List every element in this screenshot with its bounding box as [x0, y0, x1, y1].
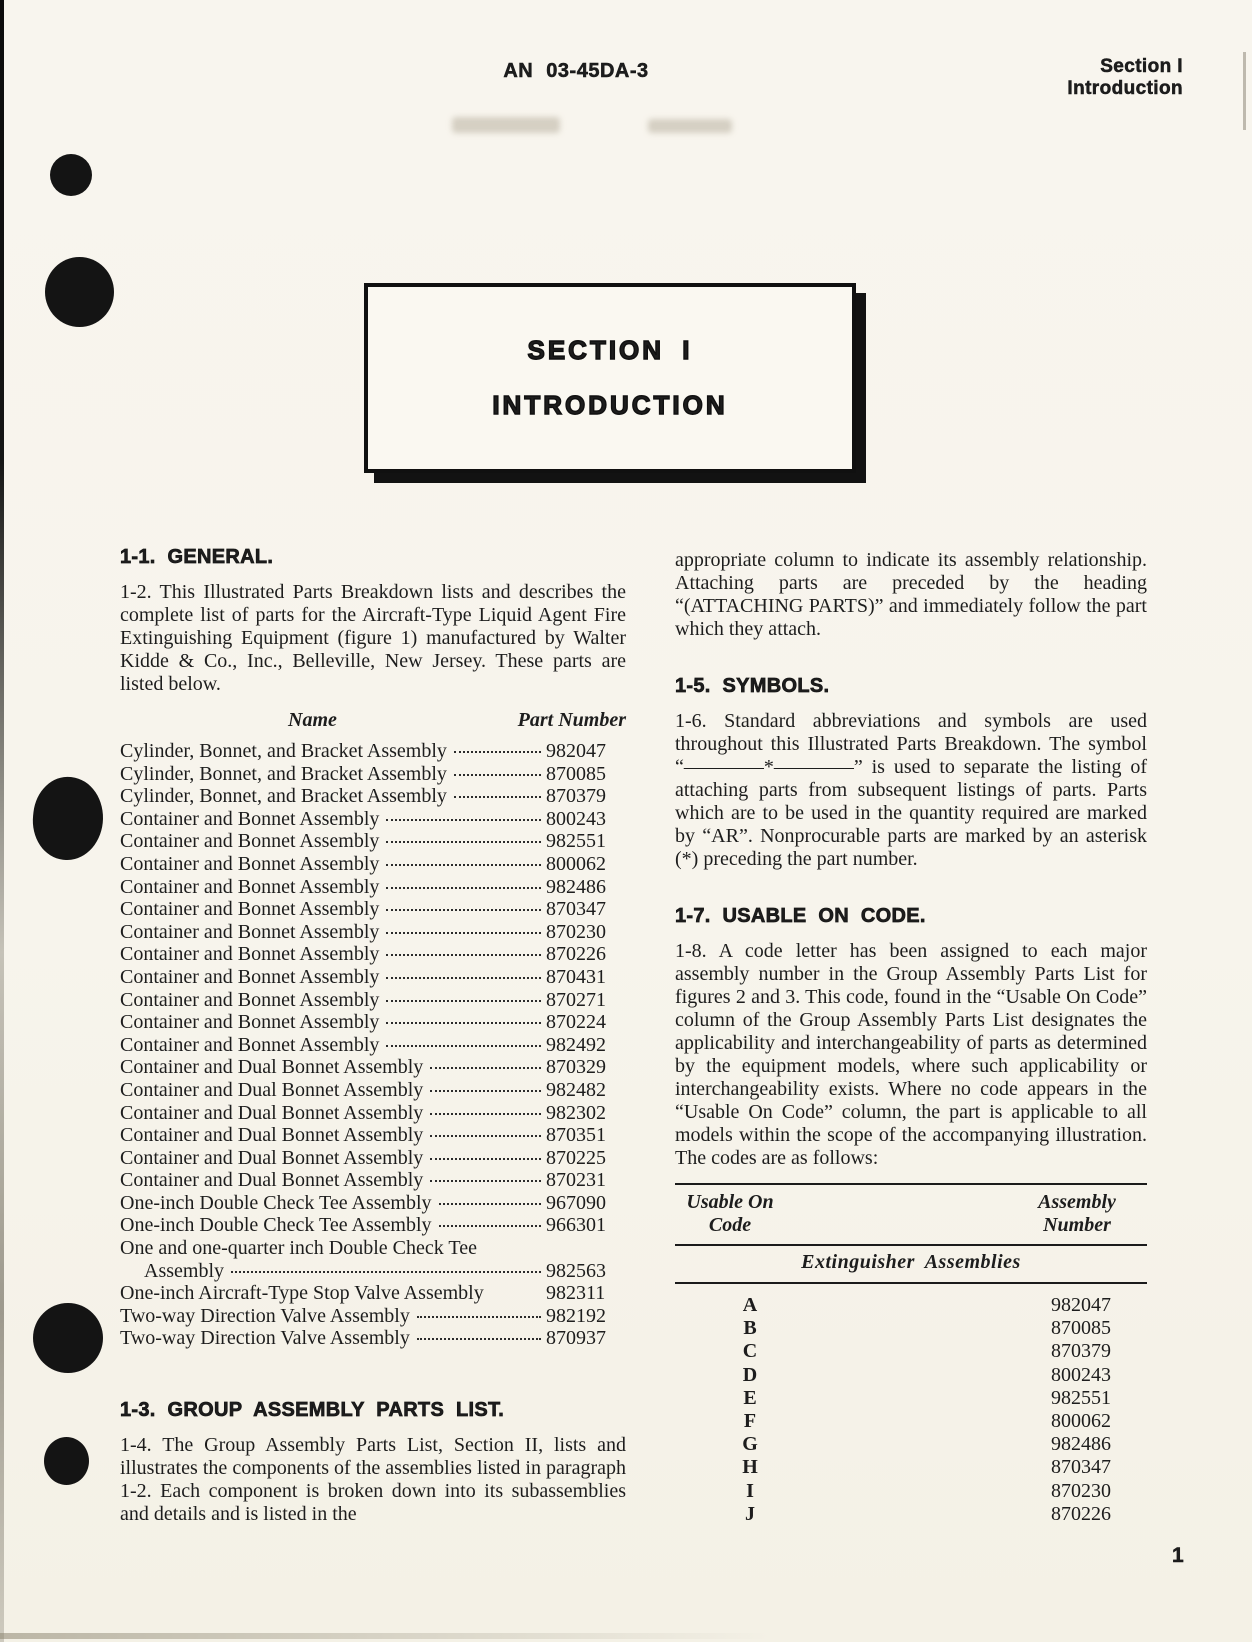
part-name: One and one-quarter inch Double Check Tee: [120, 1237, 477, 1260]
paragraph-continuation: appropriate column to indicate its assembly relationship. Attaching parts are preceded by the heading “(ATTACHING PARTS)” and immediately follow the part which they attach.: [675, 549, 1147, 640]
dotted-leader: [439, 1203, 542, 1205]
usable-on-code-letter: E: [743, 1386, 757, 1409]
assembly-number: 870230: [1051, 1479, 1111, 1502]
part-name: Container and Bonnet Assembly: [120, 943, 380, 966]
binding-hole-mark: [50, 154, 92, 196]
dotted-leader: [386, 1000, 541, 1002]
code-table-row: [675, 1340, 1147, 1363]
running-header-section-line2: Introduction: [1067, 78, 1183, 99]
part-name: Container and Bonnet Assembly: [120, 1011, 380, 1034]
usable-on-code-letter: J: [745, 1502, 755, 1525]
page-edge-artifact-bottom: [0, 1633, 770, 1639]
part-name: One-inch Double Check Tee Assembly: [120, 1191, 432, 1214]
left-column: [120, 545, 626, 1526]
parts-list-header: [120, 709, 626, 732]
dotted-leader: [417, 1316, 541, 1318]
section-title-line1: SECTION I: [527, 335, 693, 365]
parts-list-row: [120, 1169, 626, 1192]
part-name: Container and Bonnet Assembly: [120, 988, 380, 1011]
code-table-row: [675, 1387, 1147, 1410]
parts-list-row: [120, 808, 626, 831]
part-number: 870225: [546, 1146, 606, 1169]
dotted-leader: [454, 751, 541, 753]
part-name: Two-way Direction Valve Assembly: [120, 1304, 410, 1327]
section-title-box: [364, 283, 856, 473]
heading-1-3-group-assembly-parts-list: 1-3. GROUP ASSEMBLY PARTS LIST.: [120, 1399, 505, 1422]
section-title-line2: INTRODUCTION: [492, 390, 728, 420]
parts-list-header-name: Name: [288, 709, 337, 731]
dotted-leader: [386, 909, 541, 911]
part-name: Cylinder, Bonnet, and Bracket Assembly: [120, 740, 447, 762]
usable-on-code-letter: A: [742, 1294, 758, 1316]
parts-list-row: [120, 1237, 626, 1260]
paragraph-1-8: 1-8. A code letter has been assigned to each major assembly number in the Group Assembly Parts List for figures 2 and 3. This code, found in the “Usable On Code” column of the Group Assembly Parts List designates the applicability and interchangeability of parts as determined by the equipment models, where such applicability or interchangeability exists. Where no code appears in the “Usable On Code” column, the part is applicable to all models within the scope of the accompanying illustration. The codes are as follows:: [675, 940, 1147, 1169]
binding-hole-mark: [45, 257, 114, 327]
dotted-leader: [430, 1067, 541, 1069]
part-name: Container and Dual Bonnet Assembly: [120, 1101, 424, 1124]
binding-hole-mark: [44, 1437, 89, 1485]
part-number: 870329: [546, 1056, 606, 1079]
dotted-leader: [386, 841, 541, 843]
part-name: Container and Bonnet Assembly: [120, 920, 380, 943]
part-number: 982047: [546, 740, 606, 762]
part-number: 870230: [546, 920, 606, 943]
code-table-row: [675, 1480, 1147, 1503]
part-number: 870271: [546, 988, 606, 1011]
part-number: 870937: [546, 1327, 606, 1350]
page-edge-artifact-left: [0, 0, 4, 1642]
dotted-leader: [231, 1271, 541, 1273]
part-name: Container and Dual Bonnet Assembly: [120, 1056, 424, 1079]
code-table-row: [675, 1433, 1147, 1456]
dotted-leader: [430, 1180, 541, 1182]
code-table-row: [675, 1364, 1147, 1387]
parts-list-row: [120, 1282, 626, 1305]
part-name: Cylinder, Bonnet, and Bracket Assembly: [120, 762, 447, 785]
part-name: Container and Bonnet Assembly: [120, 807, 380, 830]
assembly-number: 870379: [1051, 1340, 1111, 1363]
usable-on-code-letter: B: [743, 1317, 757, 1340]
part-number: 982311: [546, 1282, 606, 1305]
parts-list-header-number: Part Number: [517, 709, 626, 731]
binding-hole-mark: [29, 774, 107, 864]
right-column: [675, 549, 1147, 1526]
page-edge-artifact-right: [1243, 52, 1246, 130]
part-number: 966301: [546, 1214, 606, 1237]
part-name: One-inch Aircraft-Type Stop Valve Assembly: [120, 1282, 484, 1305]
part-number: 870224: [546, 1011, 606, 1034]
part-name: Two-way Direction Valve Assembly: [120, 1327, 410, 1350]
dotted-leader: [454, 774, 541, 776]
code-table-header-col1-line1: Usable On: [686, 1191, 774, 1213]
parts-list-row: [120, 1192, 626, 1215]
dotted-leader: [386, 954, 541, 956]
assembly-number: 982047: [1051, 1294, 1111, 1316]
parts-list-row: [120, 1124, 626, 1147]
usable-on-code-letter: G: [742, 1433, 758, 1456]
code-table-header: [675, 1185, 1147, 1244]
dotted-leader: [386, 887, 541, 889]
part-name: Assembly: [144, 1259, 224, 1282]
part-name: Container and Dual Bonnet Assembly: [120, 1124, 424, 1147]
dotted-leader: [386, 977, 541, 979]
part-number: 982302: [546, 1101, 606, 1124]
assembly-number: 982551: [1051, 1386, 1111, 1409]
heading-1-1-general: 1-1. GENERAL.: [120, 546, 274, 568]
part-name: Cylinder, Bonnet, and Bracket Assembly: [120, 785, 447, 808]
parts-list-row: [120, 921, 626, 944]
usable-on-code-letter: I: [746, 1479, 754, 1502]
faint-smudge: [452, 117, 560, 133]
part-name: Container and Bonnet Assembly: [120, 852, 380, 875]
code-table-header-col1-line2: Code: [708, 1214, 752, 1236]
parts-list-row: [120, 1214, 626, 1237]
dotted-leader: [430, 1090, 541, 1092]
parts-list-row: [120, 1260, 626, 1283]
heading-1-7-usable-on-code: 1-7. USABLE ON CODE.: [675, 905, 926, 927]
code-table-header-col2-line2: Number: [1043, 1214, 1111, 1236]
assembly-number: 800062: [1051, 1410, 1111, 1433]
part-name: Container and Bonnet Assembly: [120, 830, 380, 853]
parts-list-row: [120, 1011, 626, 1034]
code-table-row: [675, 1317, 1147, 1340]
part-number: 870231: [546, 1169, 606, 1192]
assembly-number: 982486: [1051, 1433, 1111, 1456]
part-name: Container and Dual Bonnet Assembly: [120, 1078, 424, 1101]
page-number: 1: [1172, 1544, 1184, 1567]
parts-list-row: [120, 1327, 626, 1350]
part-number: 800062: [546, 852, 606, 875]
dotted-leader: [386, 819, 541, 821]
code-table-header-col2-line1: Assembly: [1038, 1191, 1116, 1213]
part-name: Container and Bonnet Assembly: [120, 875, 380, 898]
parts-list-row: [120, 966, 626, 989]
parts-list-row: [120, 1034, 626, 1057]
code-table-row: [675, 1410, 1147, 1433]
part-number: 967090: [546, 1191, 606, 1214]
parts-list-row: [120, 989, 626, 1012]
dotted-leader: [386, 864, 541, 866]
part-number: 870351: [546, 1124, 606, 1147]
parts-list-row: [120, 830, 626, 853]
heading-1-5-symbols: 1-5. SYMBOLS.: [675, 675, 830, 697]
parts-list-row: [120, 853, 626, 876]
assembly-number: 800243: [1051, 1363, 1111, 1386]
running-header-section-line1: Section I: [1100, 56, 1183, 77]
usable-on-code-table: [675, 1183, 1147, 1526]
parts-list-row: [120, 740, 626, 763]
dotted-leader: [430, 1135, 541, 1137]
part-number: 982551: [546, 830, 606, 853]
usable-on-code-letter: H: [742, 1456, 758, 1479]
assembly-number: 870347: [1051, 1456, 1111, 1479]
part-name: One-inch Double Check Tee Assembly: [120, 1214, 432, 1237]
part-name: Container and Bonnet Assembly: [120, 1033, 380, 1056]
part-number: 982192: [546, 1304, 606, 1327]
assembly-number: 870226: [1051, 1502, 1111, 1525]
code-table-rows: [675, 1284, 1147, 1526]
paragraph-1-4: 1-4. The Group Assembly Parts List, Section II, lists and illustrates the components of the assemblies listed in paragraph 1-2. Each component is broken down into its subassemblies and details and is listed in the: [120, 1434, 626, 1526]
part-number: 870431: [546, 965, 606, 988]
parts-list-row: [120, 1305, 626, 1328]
part-number: 870347: [546, 898, 606, 921]
assembly-number: 870085: [1051, 1317, 1111, 1340]
parts-list-row: [120, 1056, 626, 1079]
parts-list-row: [120, 785, 626, 808]
code-table-row: [675, 1503, 1147, 1526]
dotted-leader: [430, 1158, 541, 1160]
part-number: 870379: [546, 785, 606, 808]
document-number: AN 03-45DA-3: [503, 60, 649, 82]
dotted-leader: [386, 932, 541, 934]
part-name: Container and Bonnet Assembly: [120, 965, 380, 988]
dotted-leader: [430, 1113, 541, 1115]
parts-list: [120, 740, 626, 1350]
code-table-header-col2: [1007, 1191, 1147, 1237]
code-table-row: [675, 1294, 1147, 1317]
parts-list-row: [120, 1102, 626, 1125]
part-number: 982492: [546, 1033, 606, 1056]
parts-list-row: [120, 898, 626, 921]
code-table-header-col1: [675, 1191, 785, 1237]
dotted-leader: [439, 1225, 542, 1227]
binding-hole-mark: [33, 1303, 103, 1373]
paragraph-1-6: 1-6. Standard abbreviations and symbols are used throughout this Illustrated Parts Breakdown. The symbol “————*————” is used to separate the listing of attaching parts from subsequent listings of parts. Parts which are to be used in the quantity required are marked by “AR”. Nonprocurable parts are marked by an asterisk (*) preceding the part number.: [675, 710, 1147, 870]
running-header-section: [1067, 56, 1183, 100]
usable-on-code-letter: F: [743, 1410, 757, 1433]
part-number: 982563: [546, 1259, 606, 1282]
parts-list-row: [120, 876, 626, 899]
dotted-leader: [386, 1045, 541, 1047]
code-table-group-header: Extinguisher Assemblies: [801, 1251, 1021, 1273]
part-number: 982486: [546, 875, 606, 898]
part-name: Container and Dual Bonnet Assembly: [120, 1169, 424, 1192]
paragraph-1-2: 1-2. This Illustrated Parts Breakdown lists and describes the complete list of parts for the Aircraft-Type Liquid Agent Fire Extinguishing Equipment (figure 1) manufactured by Walter Kidde & Co., Inc., Belleville, New Jersey. These parts are listed below.: [120, 581, 626, 695]
part-number: 982482: [546, 1078, 606, 1101]
parts-list-row: [120, 943, 626, 966]
dotted-leader: [417, 1338, 541, 1340]
part-name: Container and Dual Bonnet Assembly: [120, 1146, 424, 1169]
parts-list-row: [120, 1147, 626, 1170]
part-number: 800243: [546, 807, 606, 830]
dotted-leader: [454, 796, 541, 798]
part-number: 870226: [546, 943, 606, 966]
part-number: 870085: [546, 762, 606, 785]
dotted-leader: [386, 1022, 541, 1024]
parts-list-row: [120, 1079, 626, 1102]
faint-smudge: [648, 119, 732, 133]
usable-on-code-letter: D: [742, 1363, 758, 1386]
part-name: Container and Bonnet Assembly: [120, 898, 380, 921]
parts-list-row: [120, 763, 626, 786]
usable-on-code-letter: C: [742, 1340, 758, 1363]
code-table-row: [675, 1456, 1147, 1479]
